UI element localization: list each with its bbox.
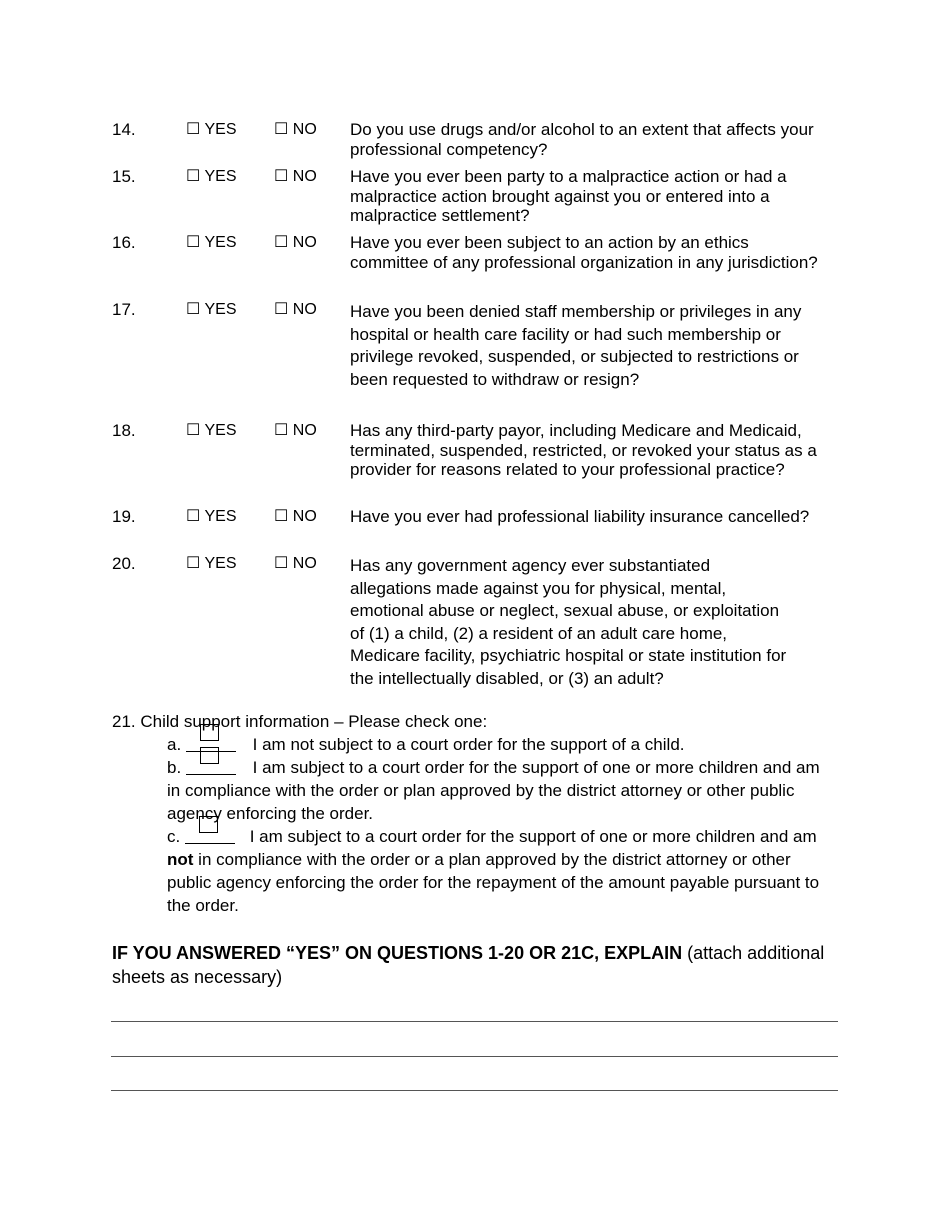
yes-checkbox[interactable]: ☐ YES (186, 168, 237, 185)
question-number: 14. (112, 120, 136, 139)
child-support-option-a (167, 733, 837, 756)
question-text: Has any government agency ever substantiated allegations made against you for physical, mental, emotional abuse or neglect, sexual abuse, or exploitation of (1) a child, (2) a resident of an adult care home, Medicare facility, psychiatric hospital or state institution for the intellectually disabled, or (3) an adult? (350, 556, 787, 688)
explanation-line-3[interactable] (111, 1090, 838, 1091)
question-14 (112, 120, 837, 159)
yes-checkbox[interactable]: ☐ YES (186, 121, 237, 138)
question-number: 15. (112, 167, 136, 186)
question-text: Have you been denied staff membership or privileges in any hospital or health care facility or had such membership or privilege revoked, suspended, or subjected to restrictions or been requested to withdraw or resign? (350, 302, 802, 389)
child-support-option-c (167, 825, 837, 917)
no-checkbox[interactable]: ☐ NO (274, 301, 317, 318)
yes-checkbox[interactable]: ☐ YES (186, 555, 237, 572)
yes-checkbox[interactable]: ☐ YES (186, 508, 237, 525)
option-text-continued: in compliance with the order or a plan approved by the district attorney or other public agency enforcing the order for the repayment of the amount payable pursuant to the order. (167, 850, 820, 915)
option-text: I am subject to a court order for the support of one or more children and am (249, 827, 817, 846)
question-number: 19. (112, 507, 136, 526)
explain-note: (attach additional sheets as necessary) (112, 943, 825, 987)
no-checkbox[interactable]: ☐ NO (274, 555, 317, 572)
no-checkbox[interactable]: ☐ NO (274, 508, 317, 525)
option-text: I am not subject to a court order for the support of a child. (252, 735, 685, 754)
question-20 (112, 553, 837, 690)
explain-instructions (112, 941, 832, 989)
yes-checkbox[interactable]: ☐ YES (186, 422, 237, 439)
no-checkbox[interactable]: ☐ NO (274, 121, 317, 138)
option-letter: a. (167, 735, 182, 754)
no-checkbox[interactable]: ☐ NO (274, 422, 317, 439)
question-text: Have you ever had professional liability insurance cancelled? (350, 507, 810, 526)
option-c-checkbox[interactable] (185, 828, 235, 842)
question-number: 17. (112, 300, 136, 319)
no-checkbox[interactable]: ☐ NO (274, 234, 317, 251)
question-number: 18. (112, 421, 136, 440)
question-16 (112, 233, 837, 272)
explain-heading: IF YOU ANSWERED “YES” ON QUESTIONS 1-20 OR 21C, EXPLAIN (112, 943, 683, 963)
explanation-line-1[interactable] (111, 1021, 838, 1022)
question-15 (112, 167, 837, 226)
option-text-emphasis: not (167, 850, 194, 869)
yes-checkbox[interactable]: ☐ YES (186, 301, 237, 318)
question-17 (112, 299, 837, 391)
child-support-heading: 21. Child support information – Please check one: (112, 712, 488, 731)
question-18 (112, 421, 837, 480)
no-checkbox[interactable]: ☐ NO (274, 168, 317, 185)
explanation-line-2[interactable] (111, 1056, 838, 1057)
option-b-checkbox[interactable] (186, 759, 236, 773)
question-19 (112, 507, 837, 527)
option-letter: c. (167, 827, 181, 846)
question-text: Has any third-party payor, including Medicare and Medicaid, terminated, suspended, restricted, or revoked your status as a provider for reasons related to your professional practice? (350, 421, 817, 479)
question-number: 16. (112, 233, 136, 252)
option-letter: b. (167, 758, 182, 777)
question-text: Do you use drugs and/or alcohol to an extent that affects your professional competency? (350, 120, 814, 159)
question-number: 20. (112, 554, 136, 573)
yes-checkbox[interactable]: ☐ YES (186, 234, 237, 251)
child-support-option-b (167, 756, 837, 825)
question-text: Have you ever been subject to an action by an ethics committee of any professional organization in any jurisdiction? (350, 233, 818, 272)
question-text: Have you ever been party to a malpractice action or had a malpractice action brought against you or entered into a malpractice settlement? (350, 167, 787, 225)
option-text: I am subject to a court order for the support of one or more children and am in compliance with the order or plan approved by the district attorney or other public agency enforcing the order. (167, 758, 820, 823)
